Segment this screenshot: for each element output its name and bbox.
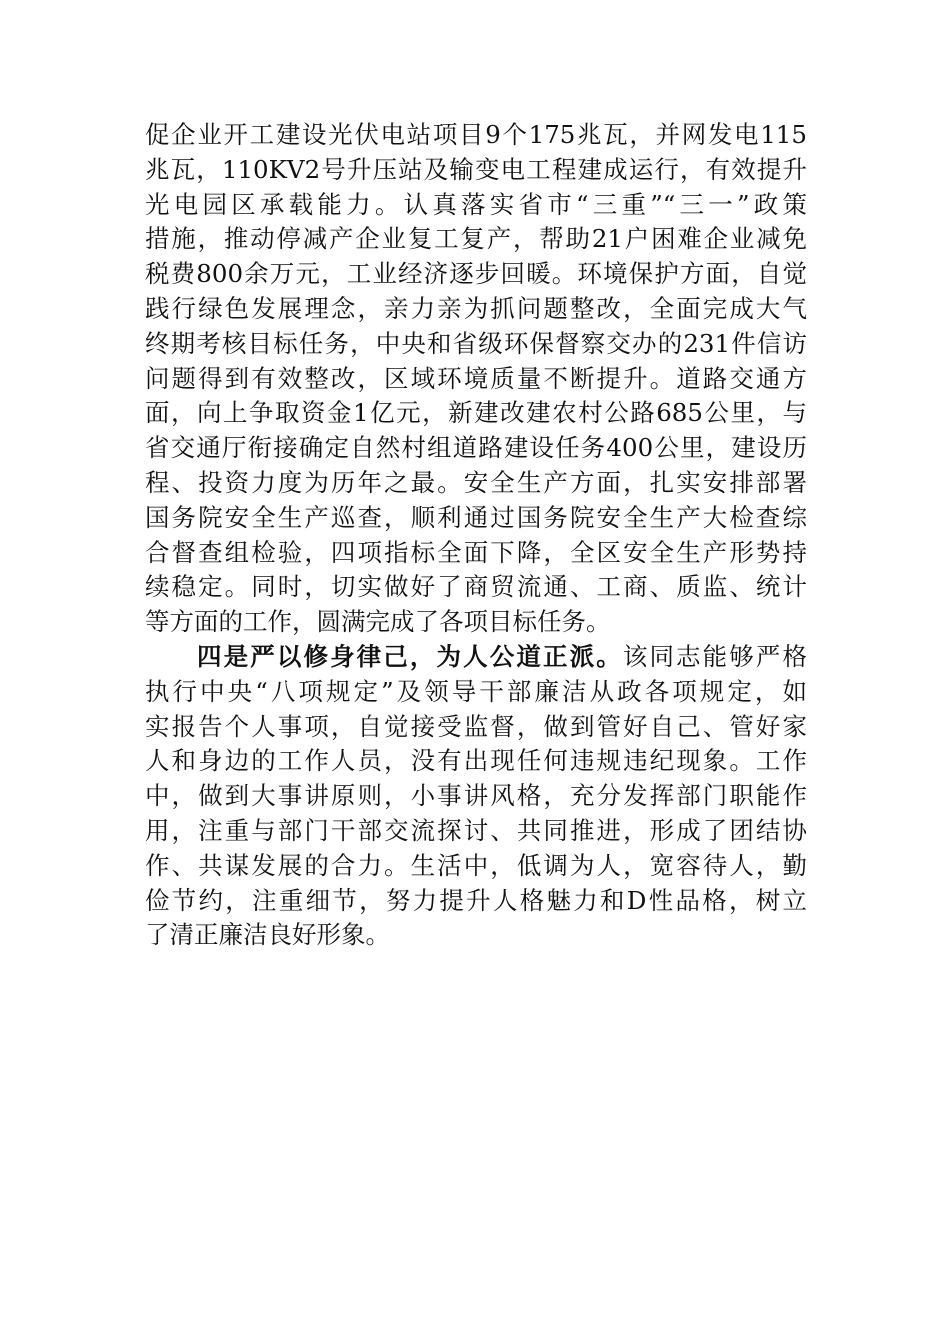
text-line: 问题得到有效整改，区域环境质量不断提升。道路交通方: [145, 363, 807, 393]
text-line: 用，注重与部门干部交流探讨、共同推进，形成了团结协: [145, 815, 807, 845]
text-line: 国务院安全生产巡查，顺利通过国务院安全生产大检查综: [145, 502, 807, 532]
text-line: 等方面的工作，圆满完成了各项目标任务。: [145, 607, 611, 637]
text-line: 省交通厅衔接确定自然村组道路建设任务400公里，建设历: [145, 433, 807, 463]
text-line: 合督查组检验，四项指标全面下降，全区安全生产形势持: [145, 537, 807, 567]
text-line: 程、投资力度为历年之最。安全生产方面，扎实安排部署: [145, 467, 807, 497]
text-line: 面，向上争取资金1亿元，新建改建农村公路685公里，与: [145, 398, 807, 428]
text-line: 中，做到大事讲原则，小事讲风格，充分发挥部门职能作: [145, 781, 807, 811]
text-line: 兆瓦，110KV2号升压站及输变电工程建成运行，有效提升: [145, 154, 807, 184]
text-line: 续稳定。同时，切实做好了商贸流通、工商、质监、统计: [145, 572, 807, 602]
paragraph-1: [145, 118, 807, 640]
text-line: 作、共谋发展的合力。生活中，低调为人，宽容待人，勤: [145, 850, 807, 880]
text-line: 终期考核目标任务，中央和省级环保督察交办的231件信访: [145, 328, 807, 358]
paragraph-opening-line: [145, 640, 807, 675]
paragraph-heading: 四是严以修身律己，为人公道正派。: [197, 641, 623, 671]
text-line: 实报告个人事项，自觉接受监督，做到管好自己、管好家: [145, 711, 807, 741]
text-line: 措施，推动停减产企业复工复产，帮助21户困难企业减免: [145, 224, 807, 254]
opening-line-rest: 该同志能够严格: [622, 641, 808, 671]
paragraph-2: [145, 640, 807, 953]
text-line: 了清正廉洁良好形象。: [145, 920, 390, 950]
text-line: 税费800余万元，工业经济逐步回暖。环境保护方面，自觉: [145, 259, 807, 289]
body-text: [145, 118, 807, 953]
text-line: 俭节约，注重细节，努力提升人格魅力和D性品格，树立: [145, 885, 807, 915]
text-line: 践行绿色发展理念，亲力亲为抓问题整改，全面完成大气: [145, 293, 807, 323]
text-line: 促企业开工建设光伏电站项目9个175兆瓦，并网发电115: [145, 120, 807, 149]
text-line: 执行中央“八项规定”及领导干部廉洁从政各项规定，如: [145, 676, 807, 706]
text-line: 人和身边的工作人员，没有出现任何违规违纪现象。工作: [145, 746, 807, 776]
text-line: 光电园区承载能力。认真落实省市“三重”“三一”政策: [145, 189, 807, 219]
